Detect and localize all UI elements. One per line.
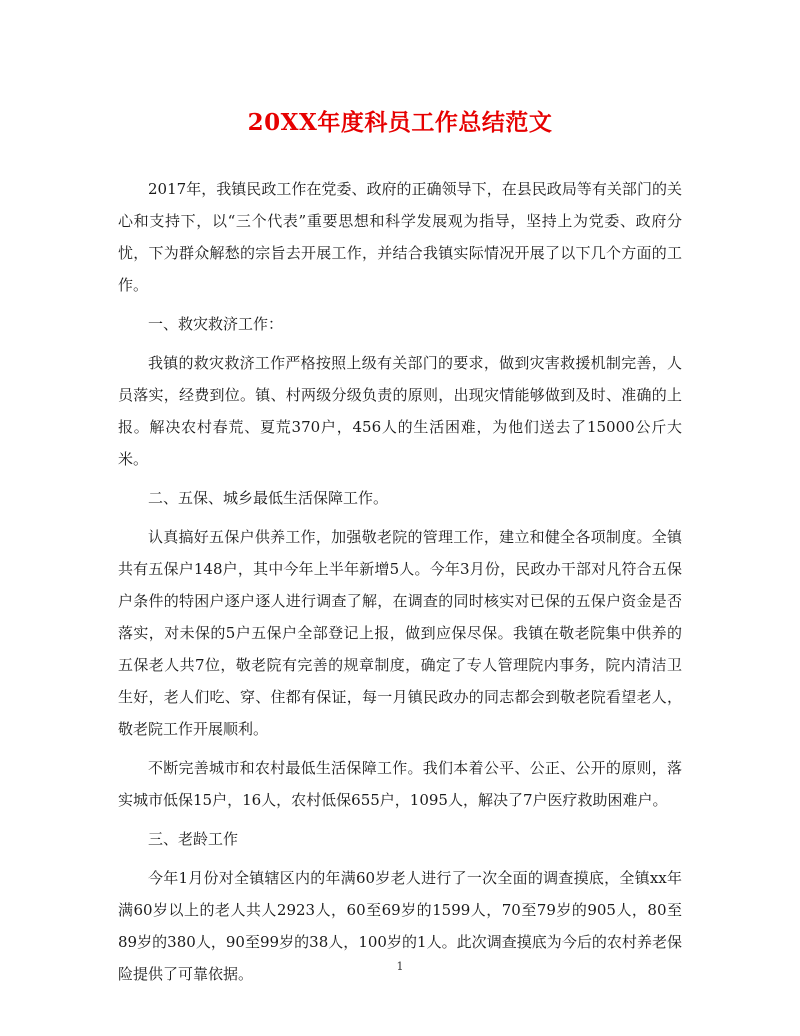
section-heading-disaster-relief: 一、救灾救济工作： <box>148 315 284 333</box>
section-heading-elderly-work: 三、老龄工作 <box>148 830 239 848</box>
page-number: 1 <box>396 960 404 973</box>
disaster-relief-paragraph: 我镇的救灾救济工作严格按照上级有关部门的要求，做到灾害救援机制完善，人员落实，经费到位。镇、村两级分级负责的原则，出现灾情能够做到及时、准确的上报。解决农村春荒、夏荒370户，456人的生活困难，为他们送去了15000公斤大米。 <box>118 354 682 468</box>
intro-paragraph: 2017年，我镇民政工作在党委、政府的正确领导下，在县民政局等有关部门的关心和支持下，以“三个代表”重要思想和科学发展观为指导，坚持上为党委、政府分忧，下为群众解愁的宗旨去开展工作，并结合我镇实际情况开展了以下几个方面的工作。 <box>118 180 682 294</box>
document-title: 20XX年度科员工作总结范文 <box>247 109 553 136</box>
minimum-living-paragraph: 不断完善城市和农村最低生活保障工作。我们本着公平、公正、公开的原则，落实城市低保15户，16人，农村低保655户，1095人，解决了7户医疗救助困难户。 <box>118 759 682 809</box>
elderly-work-paragraph: 今年1月份对全镇辖区内的年满60岁老人进行了一次全面的调查摸底，全镇xx年满60岁以上的老人共人2923人，60至69岁的1599人，70至79岁的905人，80至89岁的380人，90至99岁的38人，100岁的1人。此次调查摸底为今后的农村养老保险提供了可靠依据。 <box>118 869 682 983</box>
document-body <box>118 173 682 997</box>
five-guarantee-paragraph: 认真搞好五保户供养工作，加强敬老院的管理工作，建立和健全各项制度。全镇共有五保户148户，其中今年上半年新增5人。今年3月份，民政办干部对凡符合五保户条件的特困户逐户逐人进行调查了解，在调查的同时核实对已保的五保户资金是否落实，对未保的5户五保户全部登记上报，做到应保尽保。我镇在敬老院集中供养的五保老人共7位，敬老院有完善的规章制度，确定了专人管理院内事务，院内清洁卫生好，老人们吃、穿、住都有保证，每一月镇民政办的同志都会到敬老院看望老人，敬老院工作开展顺利。 <box>118 528 682 738</box>
section-heading-minimum-living-guarantee: 二、五保、城乡最低生活保障工作。 <box>148 489 389 507</box>
